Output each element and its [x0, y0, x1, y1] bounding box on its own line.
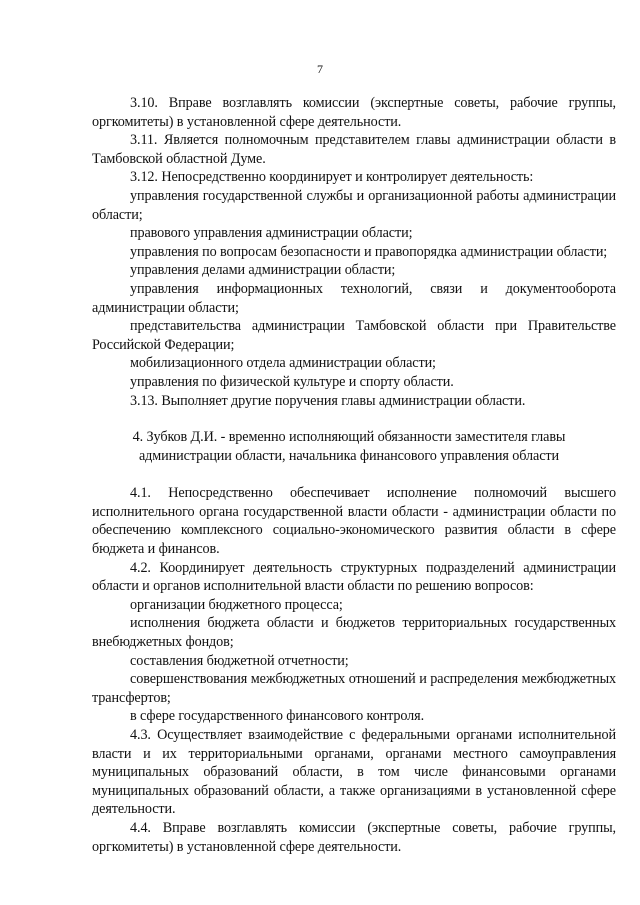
- list-item: мобилизационного отдела администрации области;: [130, 355, 436, 372]
- spacer: [92, 410, 616, 428]
- list-item: правового управления администрации области;: [130, 225, 413, 242]
- list-item: управления по вопросам безопасности и правопорядка администрации области;: [130, 243, 608, 260]
- paragraph-3-13: 3.13. Выполняет другие поручения главы администрации области.: [130, 392, 526, 409]
- paragraph-3-11: 3.11. Является полномочным представителем главы администрации области в Тамбовской областной Думе.: [92, 132, 616, 167]
- list-item: управления государственной службы и организационной работы администрации области;: [92, 187, 616, 223]
- list-item: организации бюджетного процесса;: [130, 596, 343, 613]
- list-item: управления делами администрации области;: [130, 262, 396, 279]
- document-body: [92, 94, 616, 856]
- page-number: 7: [317, 62, 323, 76]
- list-item: исполнения бюджета области и бюджетов территориальных государственных внебюджетных фондов;: [92, 615, 616, 651]
- paragraph-4-3: 4.3. Осуществляет взаимодействие с федеральными органами исполнительной власти и их территориальными органами, органами местного самоуправления муниципальных образований области, в том числе финансовыми органами муниципальных образований области, а также организациями в установленной сфере деятельности.: [92, 727, 616, 818]
- section-4-heading: 4. Зубков Д.И. - временно исполняющий обязанности заместителя главы администрации области, начальника финансового управления области: [132, 429, 566, 464]
- paragraph-4-1: 4.1. Непосредственно обеспечивает исполнение полномочий высшего исполнительного органа государственной власти области - администрации области по обеспечению комплексного социально-экономического развития области в сфере бюджета и финансов.: [92, 485, 616, 558]
- list-item: в сфере государственного финансового контроля.: [130, 708, 425, 725]
- paragraph-3-12: 3.12. Непосредственно координирует и контролирует деятельность:: [130, 169, 534, 186]
- list-item: представительства администрации Тамбовской области при Правительстве Российской Федерации;: [92, 318, 616, 353]
- list-item: составления бюджетной отчетности;: [130, 652, 349, 669]
- paragraph-4-2: 4.2. Координирует деятельность структурных подразделений администрации области и органов исполнительной власти области по решению вопросов:: [92, 559, 616, 595]
- spacer: [92, 465, 616, 484]
- paragraph-3-10: 3.10. Вправе возглавлять комиссии (экспертные советы, рабочие группы, оргкомитеты) в установленной сфере деятельности.: [92, 95, 616, 130]
- list-item: совершенствования межбюджетных отношений и распределения межбюджетных трансфертов;: [92, 671, 616, 706]
- list-item: управления информационных технологий, связи и документооборота администрации области;: [92, 280, 616, 316]
- paragraph-4-4: 4.4. Вправе возглавлять комиссии (экспертные советы, рабочие группы, оргкомитеты) в установленной сфере деятельности.: [92, 819, 616, 855]
- list-item: управления по физической культуре и спорту области.: [130, 373, 454, 390]
